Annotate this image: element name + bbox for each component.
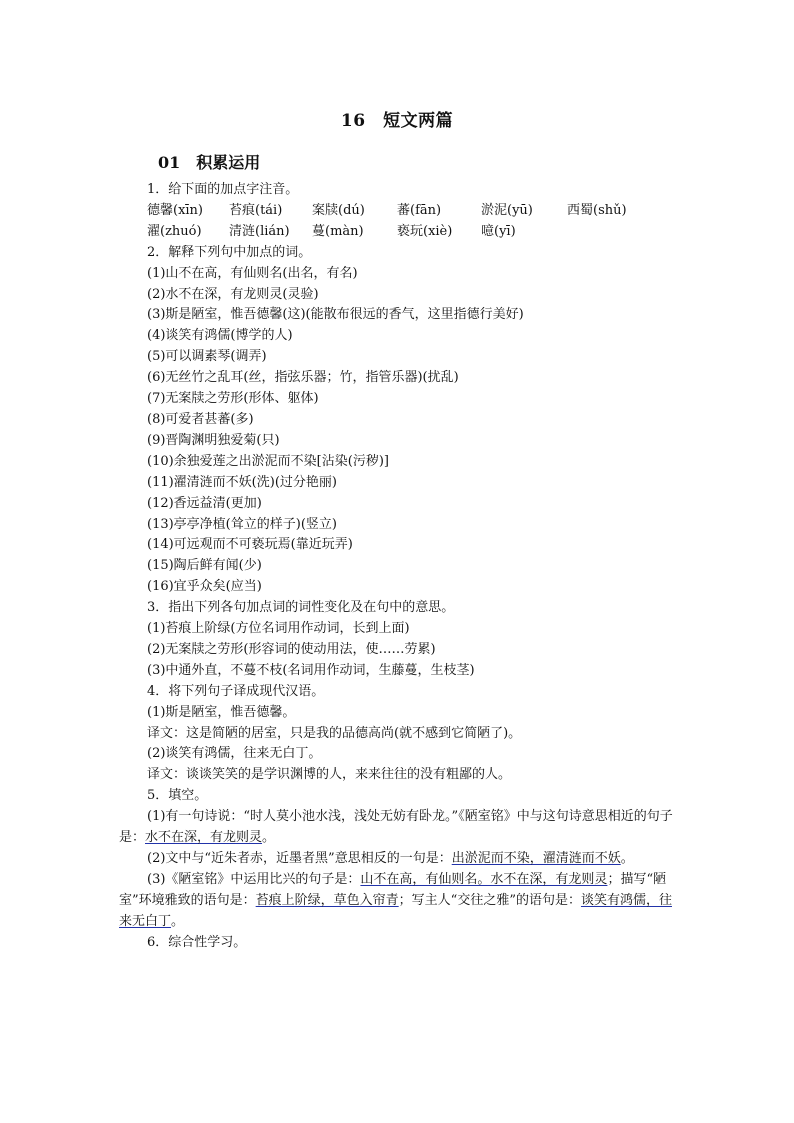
q3-item: (3)中通外直，不蔓不枝(名词用作动词，生藤蔓，生枝茎)	[147, 662, 475, 678]
q3-item: (1)苔痕上阶绿(方位名词用作动词，长到上面)	[147, 621, 410, 637]
q2-item: (15)陶后鲜有闻(少)	[147, 558, 262, 574]
pinyin-item: 德馨(xīn)	[147, 202, 204, 218]
pinyin-item: 噫(yī)	[481, 223, 516, 239]
q2-item: (8)可爱者甚蕃(多)	[147, 411, 254, 427]
pinyin-item: 蔓(màn)	[312, 223, 364, 239]
q5-part-1	[119, 807, 679, 849]
pinyin-item: 濯(zhuó)	[147, 223, 202, 239]
q2-item: (16)宜乎众矣(应当)	[147, 579, 262, 595]
q4-sentence: (2)谈笑有鸿儒，往来无白丁。	[147, 746, 322, 762]
q2-item: (12)香远益清(更加)	[147, 495, 262, 511]
q5-p2-end: 。	[620, 851, 634, 866]
q5-p1-text: (1)有一句诗说：“时人莫小池水浅，浅处无妨有卧龙。”《陋室铭》中与这句诗意思相近的句子是：	[119, 809, 673, 846]
q5-p3-end: 。	[171, 913, 185, 929]
question-3-stem: 3．指出下列各句加点词的词性变化及在句中的意思。	[147, 600, 455, 616]
section-heading: 01 积累运用	[158, 153, 261, 172]
pinyin-item: 案牍(dú)	[312, 202, 365, 218]
q2-item: (3)斯是陋室，惟吾德馨(这)(能散布很远的香气，这里指德行美好)	[147, 307, 524, 323]
question-4-stem: 4．将下列句子译成现代汉语。	[147, 683, 325, 699]
q2-item: (1)山不在高，有仙则名(出名，有名)	[147, 265, 358, 281]
pinyin-item: 西蜀(shǔ)	[567, 202, 627, 218]
q5-p3-answer-2: 苔痕上阶绿，草色入帘青	[255, 892, 399, 908]
q2-item: (10)余独爱莲之出淤泥而不染[沾染(污秽)]	[147, 453, 389, 469]
q5-p1-end: 。	[262, 830, 276, 846]
q4-translation: 译文：这是简陋的居室，只是我的品德高尚(就不感到它简陋了)。	[147, 725, 522, 741]
question-5-stem: 5．填空。	[147, 788, 208, 804]
question-1-stem: 1．给下面的加点字注音。	[147, 182, 299, 197]
q5-p3-text: ；写主人“交往之雅”的语句是：	[398, 892, 581, 908]
q5-p2-answer: 出淤泥而不染，濯清涟而不妖	[451, 851, 621, 866]
q2-item: (13)亭亭净植(耸立的样子)(竖立)	[147, 516, 337, 532]
pinyin-item: 苔痕(tái)	[229, 202, 283, 218]
q5-p1-answer: 水不在深，有龙则灵	[145, 830, 263, 846]
q5-p3-text: (3)《陋室铭》中运用比兴的句子是：	[147, 871, 361, 887]
q5-part-3	[119, 870, 679, 933]
question-2-stem: 2．解释下列句中加点的词。	[147, 244, 312, 260]
q5-part-2	[119, 849, 679, 870]
pinyin-row-2	[119, 222, 679, 243]
q2-item: (4)谈笑有鸿儒(博学的人)	[147, 328, 293, 344]
q2-item: (14)可远观而不可亵玩焉(靠近玩弄)	[147, 537, 353, 553]
pinyin-item: 亵玩(xiè)	[397, 223, 453, 239]
q2-item: (7)无案牍之劳形(形体、躯体)	[147, 391, 319, 407]
pinyin-item: 清涟(lián)	[229, 223, 290, 239]
question-6-stem: 6．综合性学习。	[147, 934, 247, 950]
q5-p3-answer-1: 山不在高，有仙则名。水不在深，有龙则灵	[360, 871, 608, 887]
page-title: 16 短文两篇	[340, 111, 454, 131]
q4-sentence: (1)斯是陋室，惟吾德馨。	[147, 704, 296, 720]
exercise-content	[119, 180, 679, 954]
q2-item: (5)可以调素琴(调弄)	[147, 349, 267, 365]
q5-p3-answer-3: 谈笑有鸿儒，往来无白丁	[119, 892, 672, 929]
q4-translation: 译文：谈谈笑笑的是学识渊博的人，来来往往的没有粗鄙的人。	[147, 767, 512, 783]
pinyin-item: 蕃(fān)	[397, 202, 442, 218]
q5-p3-text: ；描写“陋室”环境雅致的语句是：	[119, 871, 667, 908]
pinyin-row-1	[119, 201, 679, 222]
q2-item: (9)晋陶渊明独爱菊(只)	[147, 432, 280, 448]
q2-item: (2)水不在深，有龙则灵(灵验)	[147, 286, 319, 302]
q2-item: (11)濯清涟而不妖(洗)(过分艳丽)	[147, 474, 337, 490]
q2-item: (6)无丝竹之乱耳(丝，指弦乐器；竹，指管乐器)(扰乱)	[147, 370, 459, 386]
q3-item: (2)无案牍之劳形(形容词的使动用法，使……劳累)	[147, 641, 436, 657]
pinyin-item: 淤泥(yū)	[481, 202, 533, 218]
q5-p2-text: (2)文中与“近朱者赤，近墨者黑”意思相反的一句是：	[147, 851, 452, 866]
